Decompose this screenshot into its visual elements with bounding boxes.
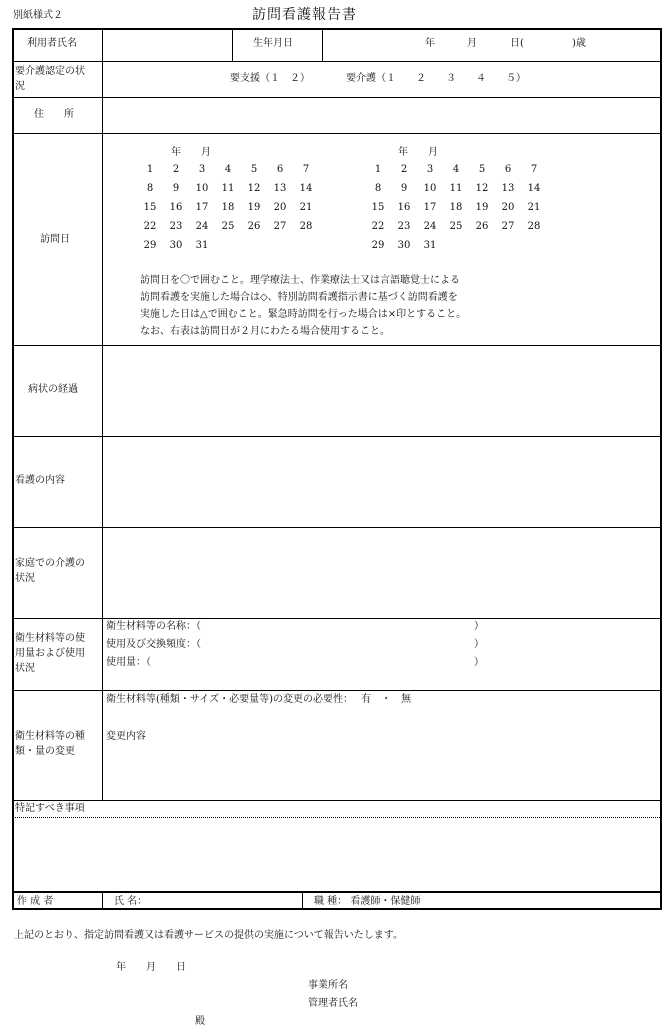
form-code: 別紙様式２	[13, 10, 63, 21]
supplies-usage-label-1: 衛生材料等の使	[15, 633, 85, 644]
author-job: 職 種： 看護師・保健師	[314, 896, 421, 907]
supply-name-close: ）	[474, 621, 484, 632]
home-care-label-1: 家庭での介護の	[15, 558, 85, 569]
visit-note-line: 実施した日は△で囲むこと。緊急時訪問を行った場合は×印とすること。	[140, 309, 467, 320]
calendar-2-header: 年 月	[398, 147, 438, 158]
calendar-day: 20	[501, 202, 515, 213]
calendar-day: 25	[449, 221, 463, 232]
calendar-day: 15	[371, 202, 385, 213]
calendar-day: 5	[250, 164, 258, 175]
report-statement: 上記のとおり、指定訪問看護又は看護サービスの提供の実施について報告いたします。	[14, 930, 403, 941]
label-column-rule	[102, 28, 103, 801]
calendar-day: 14	[299, 183, 313, 194]
author-mid-rule	[302, 891, 303, 910]
calendar-day: 28	[527, 221, 541, 232]
patient-name-label: 利用者氏名	[27, 38, 77, 49]
calendar-day: 12	[247, 183, 261, 194]
calendar-day: 26	[475, 221, 489, 232]
supplies-usage-label-2: 用量および使用	[15, 648, 85, 659]
calendar-day: 17	[423, 202, 437, 213]
progress-label: 病状の経過	[28, 384, 78, 395]
author-label: 作 成 者	[17, 896, 54, 907]
calendar-day: 7	[530, 164, 538, 175]
calendar-day: 22	[371, 221, 385, 232]
calendar-1-header: 年 月	[171, 147, 211, 158]
care-level: 要介護（１ ２ ３ ４ ５）	[346, 73, 526, 84]
calendar-day: 6	[504, 164, 512, 175]
calendar-day: 21	[527, 202, 541, 213]
rule-3	[12, 133, 662, 134]
visit-note-line: なお、右表は訪問日が２月にわたる場合使用すること。	[140, 326, 390, 337]
rule-11	[12, 891, 662, 893]
calendar-day: 3	[426, 164, 434, 175]
calendar-day: 15	[143, 202, 157, 213]
calendar-day: 29	[143, 240, 157, 251]
calendar-day: 8	[146, 183, 154, 194]
rule-4	[12, 345, 662, 346]
rule-6	[12, 527, 662, 528]
calendar-day: 19	[247, 202, 261, 213]
calendar-day: 3	[198, 164, 206, 175]
special-notes-label: 特記すべき事項	[15, 803, 85, 814]
calendar-day: 13	[273, 183, 287, 194]
calendar-day: 23	[169, 221, 183, 232]
calendar-day: 10	[195, 183, 209, 194]
supplies-change-label-2: 類・量の変更	[15, 746, 75, 757]
dob-label: 生年月日	[253, 38, 293, 49]
author-label-rule	[102, 891, 103, 910]
rule-5	[12, 436, 662, 437]
calendar-day: 2	[400, 164, 408, 175]
honorific: 殿	[195, 1016, 205, 1027]
supply-name-line: 衛生材料等の名称：（	[106, 621, 201, 632]
address-label: 住 所	[34, 109, 74, 120]
calendar-day: 27	[273, 221, 287, 232]
calendar-day: 18	[221, 202, 235, 213]
calendar-day: 18	[449, 202, 463, 213]
name-cell-rule	[232, 28, 233, 62]
care-level-label-2: 況	[15, 81, 25, 92]
author-name: 氏 名：	[114, 896, 148, 907]
calendar-day: 23	[397, 221, 411, 232]
calendar-day: 16	[397, 202, 411, 213]
manager-name-label: 管理者氏名	[308, 998, 358, 1009]
calendar-day: 10	[423, 183, 437, 194]
visit-note-line: 訪問日を〇で囲むこと。理学療法士、作業療法士又は言語聴覚士による	[140, 275, 460, 286]
calendar-day: 31	[195, 240, 209, 251]
calendar-day: 1	[146, 164, 154, 175]
dob-month: 月	[467, 38, 477, 49]
visit-days-label: 訪問日	[40, 234, 70, 245]
rule-2	[12, 97, 662, 98]
calendar-day: 21	[299, 202, 313, 213]
calendar-day: 9	[400, 183, 408, 194]
calendar-day: 2	[172, 164, 180, 175]
calendar-day: 14	[527, 183, 541, 194]
report-table	[12, 28, 662, 910]
calendar-day: 7	[302, 164, 310, 175]
calendar-day: 8	[374, 183, 382, 194]
supply-amount-close: ）	[474, 657, 484, 668]
dob-cell-rule	[322, 28, 323, 62]
home-care-label-2: 状況	[15, 573, 35, 584]
document-title: 訪問看護報告書	[252, 7, 357, 23]
office-name-label: 事業所名	[308, 980, 348, 991]
calendar-day: 28	[299, 221, 313, 232]
calendar-day: 13	[501, 183, 515, 194]
visit-note-line: 訪問看護を実施した場合は◇、特別訪問看護指示書に基づく訪問看護を	[140, 292, 458, 303]
calendar-day: 22	[143, 221, 157, 232]
change-content-label: 変更内容	[106, 731, 146, 742]
rule-1	[12, 61, 662, 62]
calendar-day: 9	[172, 183, 180, 194]
rule-7	[12, 618, 662, 619]
rule-10	[12, 817, 662, 818]
supply-frequency-line: 使用及び交換頻度：（	[106, 639, 201, 650]
supply-frequency-close: ）	[474, 639, 484, 650]
calendar-day: 12	[475, 183, 489, 194]
rule-8	[12, 690, 662, 691]
support-level: 要支援（１ ２）	[230, 73, 310, 84]
calendar-day: 11	[449, 183, 463, 194]
calendar-day: 5	[478, 164, 486, 175]
calendar-day: 17	[195, 202, 209, 213]
calendar-day: 4	[224, 164, 232, 175]
supply-amount-line: 使用量：（	[106, 657, 151, 668]
calendar-day: 6	[276, 164, 284, 175]
calendar-day: 20	[273, 202, 287, 213]
calendar-day: 30	[397, 240, 411, 251]
calendar-day: 26	[247, 221, 261, 232]
supplies-change-label-1: 衛生材料等の種	[15, 731, 85, 742]
calendar-day: 29	[371, 240, 385, 251]
calendar-day: 1	[374, 164, 382, 175]
dob-day: 日(	[510, 38, 524, 49]
calendar-day: 19	[475, 202, 489, 213]
dob-year: 年	[425, 38, 435, 49]
calendar-day: 4	[452, 164, 460, 175]
report-date: 年 月 日	[116, 962, 186, 973]
dob-age: )歳	[572, 38, 586, 49]
calendar-day: 11	[221, 183, 235, 194]
calendar-day: 16	[169, 202, 183, 213]
care-level-label-1: 要介護認定の状	[15, 66, 85, 77]
calendar-day: 25	[221, 221, 235, 232]
rule-9	[12, 800, 662, 801]
calendar-day: 24	[195, 221, 209, 232]
visit-notes	[140, 272, 466, 340]
calendar-day: 24	[423, 221, 437, 232]
nursing-label: 看護の内容	[15, 475, 65, 486]
supplies-usage-label-3: 状況	[15, 663, 35, 674]
calendar-day: 31	[423, 240, 437, 251]
calendar-day: 27	[501, 221, 515, 232]
change-necessity-line: 衛生材料等(種類・サイズ・必要量等)の変更の必要性： 有 ・ 無	[106, 694, 412, 705]
calendar-day: 30	[169, 240, 183, 251]
